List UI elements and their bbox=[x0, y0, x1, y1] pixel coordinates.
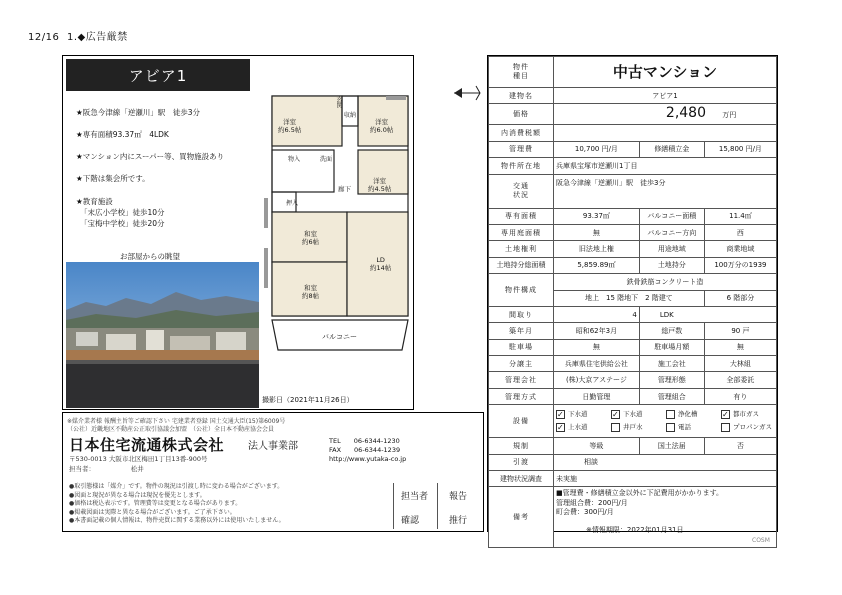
handover-label: 引渡 bbox=[489, 454, 554, 470]
disclaimer-notes bbox=[69, 483, 331, 526]
company-box bbox=[62, 412, 484, 532]
stamp-label-3: 確認 bbox=[401, 516, 420, 526]
parking-label: 駐車場 bbox=[489, 339, 554, 355]
loc-value: 兵庫県宝塚市逆瀬川1丁目 bbox=[554, 158, 777, 174]
feature-2: ★専有面積93.37㎡ 4LDK bbox=[76, 130, 169, 139]
layout-num: 4 bbox=[554, 306, 640, 322]
equip-item-7-label: 電話 bbox=[678, 423, 691, 432]
equip-item-3-label: 浄化槽 bbox=[678, 410, 698, 419]
price-unit: 万円 bbox=[722, 111, 737, 120]
note-2: ●図面と現況が異なる場合は現況を優先とします。 bbox=[69, 491, 206, 499]
plan-wa1-label: 和室 bbox=[304, 230, 318, 238]
parking-fee-value: 無 bbox=[704, 339, 776, 355]
land-right-value: 旧法地上権 bbox=[554, 241, 640, 257]
builder-value: 大林組 bbox=[704, 356, 776, 372]
access-label bbox=[489, 174, 554, 208]
mgmt-value: 10,700 円/月 bbox=[554, 141, 640, 157]
balcony-area-label: バルコニー面積 bbox=[639, 208, 704, 224]
plan-room1 bbox=[278, 118, 301, 134]
area-label: 専有面積 bbox=[489, 208, 554, 224]
equip-cell bbox=[554, 405, 777, 438]
plan-room3-label: 洋室 bbox=[373, 177, 387, 185]
equip-item-6-label: 井戸水 bbox=[623, 423, 643, 432]
rules-value-3: 否 bbox=[704, 438, 776, 454]
units-label: 総戸数 bbox=[639, 323, 704, 339]
name-value: アビア1 bbox=[554, 88, 777, 104]
equip-row-2 bbox=[556, 421, 774, 434]
equip-item-8[interactable] bbox=[721, 421, 772, 434]
structure-value: 鉄骨鉄筋コンクリート造 bbox=[554, 274, 777, 290]
plan-ld-size: 約14帖 bbox=[370, 264, 392, 272]
license-line-2: （公社）近畿地区不動産公正取引協議会加盟 （公社）全日本不動産協会会員 bbox=[67, 426, 275, 433]
equip-item-3[interactable] bbox=[666, 408, 721, 421]
rules-label: 規制 bbox=[489, 438, 554, 454]
parking-fee-label: 駐車場月額 bbox=[639, 339, 704, 355]
mgmt-form-value: 全部委託 bbox=[704, 372, 776, 388]
equip-item-8-label: プロパンガス bbox=[733, 423, 772, 432]
company-name: 日本住宅流通株式会社 bbox=[69, 436, 225, 454]
plan-room3-size: 約4.5帖 bbox=[368, 185, 392, 193]
mgmt-method-value: 日勤管理 bbox=[554, 388, 640, 404]
type-value: 中古マンション bbox=[554, 57, 777, 88]
checkbox-icon bbox=[611, 410, 620, 419]
info-expiry: ※情報期限：2022年01月31日 bbox=[586, 525, 684, 534]
builder-label: 施工会社 bbox=[639, 356, 704, 372]
remarks-label: 備考 bbox=[489, 487, 554, 548]
company-url[interactable]: http://www.yutaka-co.jp bbox=[329, 455, 407, 463]
remark-2: 管理組合費：200円/月 bbox=[556, 498, 628, 507]
note-4: ●掲載図面は実際と異なる場合がございます。ご了承下さい。 bbox=[69, 508, 236, 516]
checkbox-icon bbox=[556, 410, 565, 419]
school-1: 「末広小学校」徒歩10分 bbox=[80, 208, 165, 217]
remarks-cell bbox=[554, 487, 777, 548]
company-tel: TEL 06-6344-1230 bbox=[329, 437, 400, 445]
area-value: 93.37㎡ bbox=[554, 208, 640, 224]
plan-balcony: バルコニー bbox=[322, 333, 357, 341]
units-value: 90 戸 bbox=[704, 323, 776, 339]
company-staff: 担当者： 松井 bbox=[69, 465, 144, 473]
equip-item-5-label: 上水道 bbox=[568, 423, 588, 432]
price-cell bbox=[554, 104, 777, 125]
layout-value: LDK bbox=[639, 306, 776, 322]
private-label: 専用庭面積 bbox=[489, 224, 554, 240]
page-header bbox=[28, 28, 128, 43]
company-dept: 法人事業部 bbox=[248, 441, 298, 452]
plan-wa2 bbox=[302, 284, 319, 300]
plan-wa1-size: 約6帖 bbox=[302, 238, 320, 246]
equip-item-2[interactable] bbox=[611, 408, 666, 421]
stamp-label-1: 担当者 bbox=[401, 492, 429, 502]
company-address-block bbox=[69, 454, 208, 474]
structure-label: 物件構成 bbox=[489, 274, 554, 307]
equip-item-4-label: 都市ガス bbox=[733, 410, 759, 419]
handover-value: 相談 bbox=[554, 454, 777, 470]
name-label: 建物名 bbox=[489, 88, 554, 104]
land-right-label: 土地権利 bbox=[489, 241, 554, 257]
parking-value: 無 bbox=[554, 339, 640, 355]
assoc-value: 有り bbox=[704, 388, 776, 404]
repair-value: 15,800 円/月 bbox=[704, 141, 776, 157]
rules-value-2: 国土法届 bbox=[639, 438, 704, 454]
equip-item-1[interactable] bbox=[556, 408, 611, 421]
checkbox-icon bbox=[611, 423, 620, 432]
checkbox-icon bbox=[666, 423, 675, 432]
type-label bbox=[489, 57, 554, 88]
plan-ld-label: LD bbox=[376, 256, 385, 264]
plan-room1-label: 洋室 bbox=[283, 118, 297, 126]
plan-genkan: 玄関 bbox=[335, 96, 342, 108]
plan-room2-size: 約6.0帖 bbox=[370, 126, 394, 134]
north-compass-icon bbox=[452, 82, 482, 108]
plan-washroom: 洗面 bbox=[320, 156, 333, 163]
assoc-label: 管理組合 bbox=[639, 388, 704, 404]
checkbox-icon bbox=[721, 423, 730, 432]
zoning-label: 用途地域 bbox=[639, 241, 704, 257]
share-value: 100万分の1939 bbox=[704, 257, 776, 273]
equip-item-4[interactable] bbox=[721, 408, 759, 421]
plan-room1-size: 約6.5帖 bbox=[278, 126, 302, 134]
note-3: ●価格は税込表示です。管理費等は変更となる場合があります。 bbox=[69, 500, 242, 507]
plan-room3 bbox=[368, 177, 391, 193]
rules-value-1: 等級 bbox=[554, 438, 640, 454]
seller-label: 分譲主 bbox=[489, 356, 554, 372]
plan-room2-label: 洋室 bbox=[375, 118, 389, 126]
equip-item-6[interactable] bbox=[611, 421, 666, 434]
view-photo bbox=[66, 262, 259, 408]
plan-hall: 廊下 bbox=[338, 185, 351, 193]
floor-no: 6 階部分 bbox=[704, 290, 776, 306]
equip-item-7[interactable] bbox=[666, 421, 721, 434]
feature-4: ★下階は集会所です。 bbox=[76, 174, 150, 183]
balcony-dir-value: 西 bbox=[704, 224, 776, 240]
loc-label: 物件所在地 bbox=[489, 158, 554, 174]
stamp-divider-left bbox=[393, 483, 394, 529]
stamp-divider bbox=[437, 483, 438, 529]
company-address: 〒530-0013 大阪市北区梅田1丁目13番-900号 bbox=[69, 455, 208, 463]
stamp-label-4: 推行 bbox=[449, 516, 468, 526]
remark-3: 町会費：300円/月 bbox=[556, 508, 614, 517]
plan-wa2-label: 和室 bbox=[304, 284, 318, 292]
stamp-label-2: 報告 bbox=[449, 492, 468, 502]
mgmt-label: 管理費 bbox=[489, 141, 554, 157]
plan-closet: 収納 bbox=[344, 112, 357, 119]
company-contact bbox=[329, 437, 406, 464]
mgmt-co-value: (株)大京アステージ bbox=[554, 372, 640, 388]
license-line-1: ※媒介業者様 報酬主旨等ご確認下さい 宅建業者登録 国土交通大臣(15)第6009号 bbox=[67, 418, 286, 425]
private-value: 無 bbox=[554, 224, 640, 240]
tax-label: 内消費税額 bbox=[489, 125, 554, 141]
plan-ld bbox=[370, 256, 391, 272]
spec-table bbox=[488, 56, 777, 548]
plan-wa1 bbox=[302, 230, 319, 246]
feature-1: ★阪急今津線「逆瀬川」駅 徒歩3分 bbox=[76, 108, 200, 117]
zoning-value: 商業地域 bbox=[704, 241, 776, 257]
repair-label: 修繕積立金 bbox=[639, 141, 704, 157]
plan-wa2-size: 約8帖 bbox=[302, 292, 320, 300]
built-value: 昭和62年3月 bbox=[554, 323, 640, 339]
site-area-value: 5,859.89㎡ bbox=[554, 257, 640, 273]
share-label: 土地持分 bbox=[639, 257, 704, 273]
schools-heading: ★教育施設 bbox=[76, 197, 113, 206]
tax-value bbox=[554, 125, 777, 141]
status-label: 建物状況調査 bbox=[489, 471, 554, 487]
floors-value: 地上 15 階地下 2 階建て bbox=[554, 290, 705, 306]
plan-storage2: 押入 bbox=[286, 200, 299, 207]
equip-item-1-label: 下水道 bbox=[568, 410, 588, 419]
type-label-text: 物件 種目 bbox=[513, 63, 529, 80]
price-value: 2,480 bbox=[665, 105, 706, 122]
photo-date: 撮影日（2021年11月26日） bbox=[262, 396, 354, 404]
company-fax: FAX 06-6344-1239 bbox=[329, 446, 401, 454]
layout-label: 間取り bbox=[489, 306, 554, 322]
equip-item-2-label: 下水道 bbox=[623, 410, 643, 419]
site-area-label: 土地持分総面積 bbox=[489, 257, 554, 273]
status-value: 未実施 bbox=[554, 471, 777, 487]
checkbox-icon bbox=[721, 410, 730, 419]
mgmt-form-label: 管理形態 bbox=[639, 372, 704, 388]
built-label: 築年月 bbox=[489, 323, 554, 339]
checkbox-icon bbox=[666, 410, 675, 419]
header-date: 12/16 bbox=[28, 32, 60, 43]
checkbox-icon bbox=[556, 423, 565, 432]
note-5: ●本書面記載の個人情報は、物件売買に関する業務以外には使用いたしません。 bbox=[69, 517, 285, 524]
balcony-dir-label: バルコニー方向 bbox=[639, 224, 704, 240]
property-title: アビア1 bbox=[66, 59, 250, 91]
balcony-area-value: 11.4㎡ bbox=[704, 208, 776, 224]
access-label-text: 交通 状況 bbox=[513, 182, 529, 200]
view-caption: お部屋からの眺望 bbox=[120, 252, 180, 261]
plan-storage1: 物入 bbox=[288, 156, 301, 163]
equip-label: 設備 bbox=[489, 405, 554, 438]
access-value: 阪急今津線「逆瀬川」駅 徒歩3分 bbox=[554, 174, 777, 208]
plan-room2 bbox=[370, 118, 393, 134]
mgmt-co-label: 管理会社 bbox=[489, 372, 554, 388]
price-label: 価格 bbox=[489, 104, 554, 125]
mgmt-method-label: 管理方式 bbox=[489, 388, 554, 404]
footer-mark: COSM bbox=[752, 537, 770, 544]
seller-value: 兵庫県住宅供給公社 bbox=[554, 356, 640, 372]
school-2: 「宝梅中学校」徒歩20分 bbox=[80, 219, 165, 228]
equip-item-5[interactable] bbox=[556, 421, 611, 434]
note-1: ●取引態様は「媒介」です。物件の現況は引渡し時に変わる場合がございます。 bbox=[69, 483, 284, 490]
feature-3: ★マンション内にスーパー等、買物施設あり bbox=[76, 152, 225, 161]
equip-row-1 bbox=[556, 408, 774, 421]
remark-1: ■管理費・修繕積立金以外に下記費用がかかります。 bbox=[556, 489, 724, 498]
header-notice: 1.◆広告厳禁 bbox=[67, 32, 128, 43]
